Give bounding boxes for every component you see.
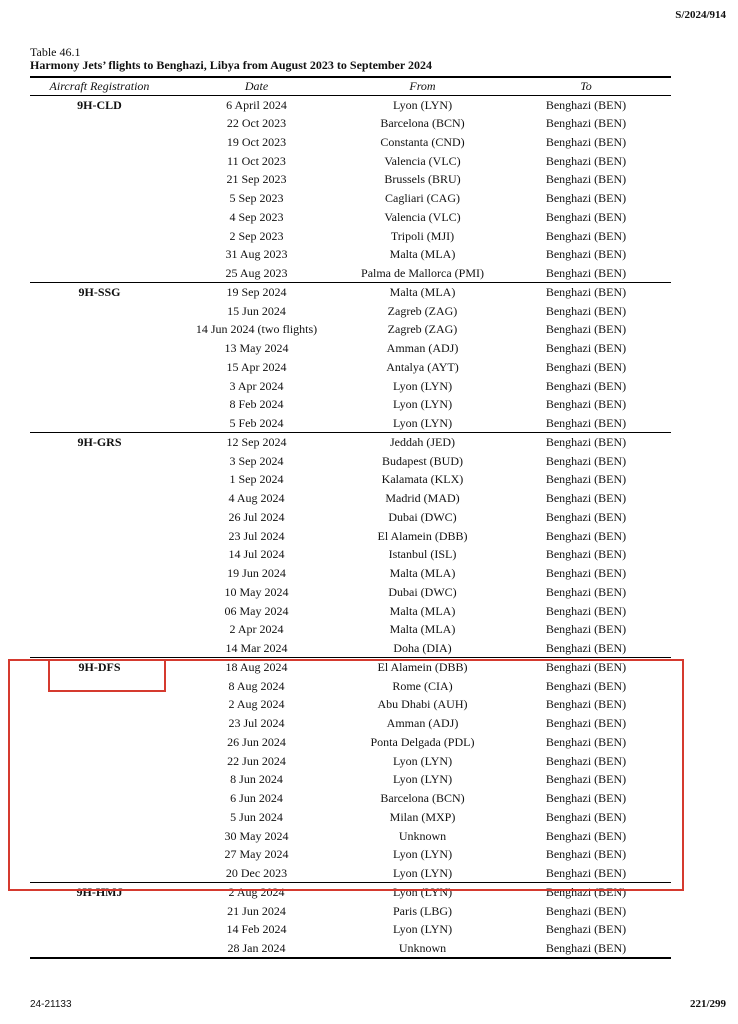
aircraft-registration-cell xyxy=(30,451,169,470)
origin-cell: Dubai (DWC) xyxy=(388,584,457,599)
origin-cell: Zagreb (ZAG) xyxy=(387,303,458,318)
date-cell: 11 Oct 2023 xyxy=(227,153,286,168)
date-cell: 14 Mar 2024 xyxy=(225,640,288,655)
date-cell: 23 Jul 2024 xyxy=(228,716,285,731)
aircraft-registration-cell xyxy=(30,526,169,545)
destination-cell: Benghazi (BEN) xyxy=(545,322,627,337)
aircraft-registration-cell xyxy=(30,264,169,283)
destination-cell: Benghazi (BEN) xyxy=(545,753,627,768)
table-row xyxy=(30,601,671,620)
page-number: 221/299 xyxy=(689,998,726,1010)
aircraft-registration-cell: 9H-SSG xyxy=(30,283,169,302)
destination-cell: Benghazi (BEN) xyxy=(501,95,671,114)
table-row xyxy=(30,301,671,320)
aircraft-registration-cell xyxy=(30,170,169,189)
date-cell: 15 Apr 2024 xyxy=(226,359,287,374)
date-cell: 28 Jan 2024 xyxy=(169,939,344,958)
origin-cell: Cagliari (CAG) xyxy=(385,191,460,206)
origin-cell: Unknown xyxy=(344,939,501,958)
origin-cell: Lyon (LYN) xyxy=(392,753,453,768)
table-row xyxy=(30,226,671,245)
date-cell: 13 May 2024 xyxy=(224,341,289,356)
origin-cell: Rome (CIA) xyxy=(392,678,453,693)
origin-cell: Lyon (LYN) xyxy=(392,397,453,412)
origin-cell: Kalamata (KLX) xyxy=(381,472,464,487)
date-cell: 18 Aug 2024 xyxy=(169,658,344,677)
aircraft-registration-cell xyxy=(30,583,169,602)
destination-cell: Benghazi (BEN) xyxy=(545,453,627,468)
document-job-number: 24-21133 xyxy=(30,999,72,1010)
table-row xyxy=(30,433,671,452)
destination-cell: Benghazi (BEN) xyxy=(545,716,627,731)
destination-cell: Benghazi (BEN) xyxy=(501,658,671,677)
origin-cell: Dubai (DWC) xyxy=(388,509,457,524)
destination-cell: Benghazi (BEN) xyxy=(501,883,671,902)
origin-cell: Budapest (BUD) xyxy=(382,453,463,468)
date-cell: 1 Sep 2024 xyxy=(229,472,284,487)
destination-cell: Benghazi (BEN) xyxy=(545,903,627,918)
origin-cell: El Alamein (DBB) xyxy=(377,528,468,543)
destination-cell: Benghazi (BEN) xyxy=(545,603,627,618)
aircraft-registration-cell xyxy=(30,358,169,377)
destination-cell: Benghazi (BEN) xyxy=(545,509,627,524)
table-row xyxy=(30,339,671,358)
column-header-to: To xyxy=(501,77,671,95)
table-row xyxy=(30,470,671,489)
table-row xyxy=(30,133,671,152)
date-cell: 31 Aug 2023 xyxy=(225,247,288,262)
destination-cell: Benghazi (BEN) xyxy=(545,847,627,862)
origin-cell: Palma de Mallorca (PMI) xyxy=(361,265,484,280)
aircraft-registration-cell xyxy=(30,920,169,939)
date-cell: 26 Jun 2024 xyxy=(227,734,286,749)
aircraft-registration-cell: 9H-HMJ xyxy=(30,883,169,902)
column-header-registration: Aircraft Registration xyxy=(30,77,169,95)
date-cell: 5 Feb 2024 xyxy=(229,415,284,430)
aircraft-registration-cell xyxy=(30,114,169,133)
aircraft-registration-cell xyxy=(30,376,169,395)
table-row xyxy=(30,320,671,339)
aircraft-registration-cell xyxy=(30,151,169,170)
destination-cell: Benghazi (BEN) xyxy=(545,791,627,806)
origin-cell: Antalya (AYT) xyxy=(386,359,459,374)
aircraft-registration-cell xyxy=(30,620,169,639)
origin-cell: Valencia (VLC) xyxy=(384,153,461,168)
aircraft-registration-cell xyxy=(30,208,169,227)
origin-cell: Amman (ADJ) xyxy=(386,341,459,356)
aircraft-registration-cell xyxy=(30,301,169,320)
destination-cell: Benghazi (BEN) xyxy=(545,566,627,581)
destination-cell: Benghazi (BEN) xyxy=(545,922,627,937)
origin-cell: Tripoli (MJI) xyxy=(390,228,455,243)
origin-cell: El Alamein (DBB) xyxy=(344,658,501,677)
destination-cell: Benghazi (BEN) xyxy=(545,415,627,430)
origin-cell: Abu Dhabi (AUH) xyxy=(377,697,468,712)
destination-cell: Benghazi (BEN) xyxy=(545,491,627,506)
date-cell: 8 Feb 2024 xyxy=(229,397,284,412)
aircraft-registration-cell: 9H-GRS xyxy=(30,433,169,452)
table-row xyxy=(30,620,671,639)
aircraft-registration-cell xyxy=(30,320,169,339)
origin-cell: Milan (MXP) xyxy=(389,809,456,824)
origin-cell: Brussels (BRU) xyxy=(384,172,461,187)
table-row xyxy=(30,526,671,545)
date-cell: 21 Jun 2024 xyxy=(227,903,286,918)
table-row xyxy=(30,508,671,527)
destination-cell: Benghazi (BEN) xyxy=(545,640,627,655)
date-cell: 25 Aug 2023 xyxy=(225,265,288,280)
table-row xyxy=(30,376,671,395)
date-cell: 14 Jul 2024 xyxy=(228,547,285,562)
date-cell: 30 May 2024 xyxy=(224,828,289,843)
date-cell: 12 Sep 2024 xyxy=(169,433,344,452)
date-cell: 8 Jun 2024 xyxy=(230,772,283,787)
date-cell: 4 Aug 2024 xyxy=(228,491,285,506)
origin-cell: Amman (ADJ) xyxy=(386,716,459,731)
table-row xyxy=(30,920,671,939)
date-cell: 10 May 2024 xyxy=(224,584,289,599)
destination-cell: Benghazi (BEN) xyxy=(545,697,627,712)
table-row xyxy=(30,414,671,433)
aircraft-registration-cell xyxy=(30,470,169,489)
origin-cell: Paris (LBG) xyxy=(393,903,452,918)
aircraft-registration-cell: 9H-DFS xyxy=(30,658,169,677)
origin-cell: Ponta Delgada (PDL) xyxy=(370,734,475,749)
destination-cell: Benghazi (BEN) xyxy=(545,228,627,243)
destination-cell: Benghazi (BEN) xyxy=(545,247,627,262)
date-cell: 5 Jun 2024 xyxy=(230,809,283,824)
destination-cell: Benghazi (BEN) xyxy=(545,678,627,693)
destination-cell: Benghazi (BEN) xyxy=(501,283,671,302)
origin-cell: Zagreb (ZAG) xyxy=(387,322,458,337)
destination-cell: Benghazi (BEN) xyxy=(545,472,627,487)
table-row xyxy=(30,545,671,564)
date-cell: 14 Jun 2024 (two flights) xyxy=(195,322,318,337)
date-cell: 19 Oct 2023 xyxy=(226,134,287,149)
date-cell: 2 Aug 2024 xyxy=(169,883,344,902)
date-cell: 2 Apr 2024 xyxy=(229,622,284,637)
aircraft-registration-cell: 9H-CLD xyxy=(30,95,169,114)
aircraft-registration-cell xyxy=(30,939,169,958)
date-cell: 4 Sep 2023 xyxy=(229,209,284,224)
date-cell: 27 May 2024 xyxy=(224,847,289,862)
table-header-row xyxy=(30,77,671,95)
date-cell: 2 Aug 2024 xyxy=(228,697,285,712)
table-row xyxy=(30,170,671,189)
origin-cell: Madrid (MAD) xyxy=(385,491,460,506)
date-cell: 2 Sep 2023 xyxy=(229,228,284,243)
origin-cell: Valencia (VLC) xyxy=(384,209,461,224)
origin-cell: Barcelona (BCN) xyxy=(380,791,465,806)
aircraft-registration-cell xyxy=(30,545,169,564)
aircraft-registration-cell xyxy=(30,133,169,152)
column-header-from: From xyxy=(344,77,501,95)
aircraft-registration-cell xyxy=(30,601,169,620)
aircraft-registration-cell xyxy=(30,639,169,658)
origin-cell: Jeddah (JED) xyxy=(344,433,501,452)
destination-cell: Benghazi (BEN) xyxy=(545,528,627,543)
aircraft-registration-cell xyxy=(30,395,169,414)
destination-cell: Benghazi (BEN) xyxy=(545,116,627,131)
date-cell: 22 Jun 2024 xyxy=(227,753,286,768)
origin-cell: Lyon (LYN) xyxy=(344,95,501,114)
date-cell: 3 Apr 2024 xyxy=(229,378,284,393)
destination-cell: Benghazi (BEN) xyxy=(545,153,627,168)
origin-cell: Lyon (LYN) xyxy=(392,847,453,862)
date-cell: 20 Dec 2023 xyxy=(225,865,288,880)
aircraft-registration-cell xyxy=(30,245,169,264)
destination-cell: Benghazi (BEN) xyxy=(545,265,627,280)
table-row xyxy=(30,395,671,414)
destination-cell: Benghazi (BEN) xyxy=(545,378,627,393)
table-row xyxy=(30,901,671,920)
table-row xyxy=(30,151,671,170)
table-row xyxy=(30,95,671,114)
origin-cell: Doha (DIA) xyxy=(393,640,452,655)
table-row xyxy=(30,283,671,302)
aircraft-registration-cell xyxy=(30,339,169,358)
aircraft-registration-cell xyxy=(30,414,169,433)
origin-cell: Malta (MLA) xyxy=(389,247,456,262)
destination-cell: Benghazi (BEN) xyxy=(545,865,627,880)
origin-cell: Lyon (LYN) xyxy=(392,772,453,787)
table-row xyxy=(30,451,671,470)
date-cell: 22 Oct 2023 xyxy=(226,116,287,131)
table-row xyxy=(30,358,671,377)
date-cell: 6 April 2024 xyxy=(169,95,344,114)
destination-cell: Benghazi (BEN) xyxy=(545,734,627,749)
table-row xyxy=(30,245,671,264)
date-cell: 26 Jul 2024 xyxy=(228,509,285,524)
destination-cell: Benghazi (BEN) xyxy=(545,134,627,149)
destination-cell: Benghazi (BEN) xyxy=(545,303,627,318)
origin-cell: Lyon (LYN) xyxy=(392,865,453,880)
origin-cell: Lyon (LYN) xyxy=(392,378,453,393)
document-symbol: S/2024/914 xyxy=(675,9,726,21)
origin-cell: Unknown xyxy=(398,828,447,843)
origin-cell: Barcelona (BCN) xyxy=(380,116,465,131)
date-cell: 23 Jul 2024 xyxy=(228,528,285,543)
date-cell: 15 Jun 2024 xyxy=(227,303,286,318)
aircraft-registration-cell xyxy=(30,189,169,208)
date-cell: 14 Feb 2024 xyxy=(226,922,287,937)
table-row xyxy=(30,939,671,958)
date-cell: 3 Sep 2024 xyxy=(229,453,284,468)
origin-cell: Lyon (LYN) xyxy=(392,922,453,937)
date-cell: 5 Sep 2023 xyxy=(229,191,284,206)
date-cell: 21 Sep 2023 xyxy=(226,172,287,187)
aircraft-registration-cell xyxy=(30,901,169,920)
origin-cell: Constanta (CND) xyxy=(380,134,465,149)
date-cell: 06 May 2024 xyxy=(224,603,289,618)
destination-cell: Benghazi (BEN) xyxy=(545,622,627,637)
aircraft-registration-cell xyxy=(30,564,169,583)
table-row xyxy=(30,564,671,583)
destination-cell: Benghazi (BEN) xyxy=(545,359,627,374)
destination-cell: Benghazi (BEN) xyxy=(545,172,627,187)
origin-cell: Malta (MLA) xyxy=(344,283,501,302)
destination-cell: Benghazi (BEN) xyxy=(545,341,627,356)
destination-cell: Benghazi (BEN) xyxy=(545,209,627,224)
destination-cell: Benghazi (BEN) xyxy=(545,772,627,787)
table-number: Table 46.1 xyxy=(30,45,81,59)
highlight-box-9h-dfs-group xyxy=(8,659,684,891)
destination-cell: Benghazi (BEN) xyxy=(545,828,627,843)
destination-cell: Benghazi (BEN) xyxy=(501,939,671,958)
date-cell: 19 Jun 2024 xyxy=(227,566,286,581)
origin-cell: Lyon (LYN) xyxy=(344,883,501,902)
table-row xyxy=(30,583,671,602)
table-title: Harmony Jets’ flights to Benghazi, Libya from August 2023 to September 2024 xyxy=(30,58,432,72)
table-row xyxy=(30,489,671,508)
origin-cell: Lyon (LYN) xyxy=(392,415,453,430)
origin-cell: Malta (MLA) xyxy=(389,622,456,637)
destination-cell: Benghazi (BEN) xyxy=(501,433,671,452)
aircraft-registration-cell xyxy=(30,226,169,245)
table-row xyxy=(30,639,671,658)
table-row xyxy=(30,208,671,227)
table-row xyxy=(30,114,671,133)
destination-cell: Benghazi (BEN) xyxy=(545,584,627,599)
aircraft-registration-cell xyxy=(30,489,169,508)
column-header-date: Date xyxy=(169,77,344,95)
table-row xyxy=(30,264,671,283)
origin-cell: Malta (MLA) xyxy=(389,603,456,618)
origin-cell: Malta (MLA) xyxy=(389,566,456,581)
date-cell: 6 Jun 2024 xyxy=(230,791,283,806)
destination-cell: Benghazi (BEN) xyxy=(545,191,627,206)
date-cell: 8 Aug 2024 xyxy=(228,678,285,693)
table-row xyxy=(30,189,671,208)
date-cell: 19 Sep 2024 xyxy=(169,283,344,302)
aircraft-registration-cell xyxy=(30,508,169,527)
origin-cell: Istanbul (ISL) xyxy=(388,547,457,562)
destination-cell: Benghazi (BEN) xyxy=(545,809,627,824)
highlight-box-9h-dfs-label xyxy=(48,659,166,692)
destination-cell: Benghazi (BEN) xyxy=(545,397,627,412)
destination-cell: Benghazi (BEN) xyxy=(545,547,627,562)
